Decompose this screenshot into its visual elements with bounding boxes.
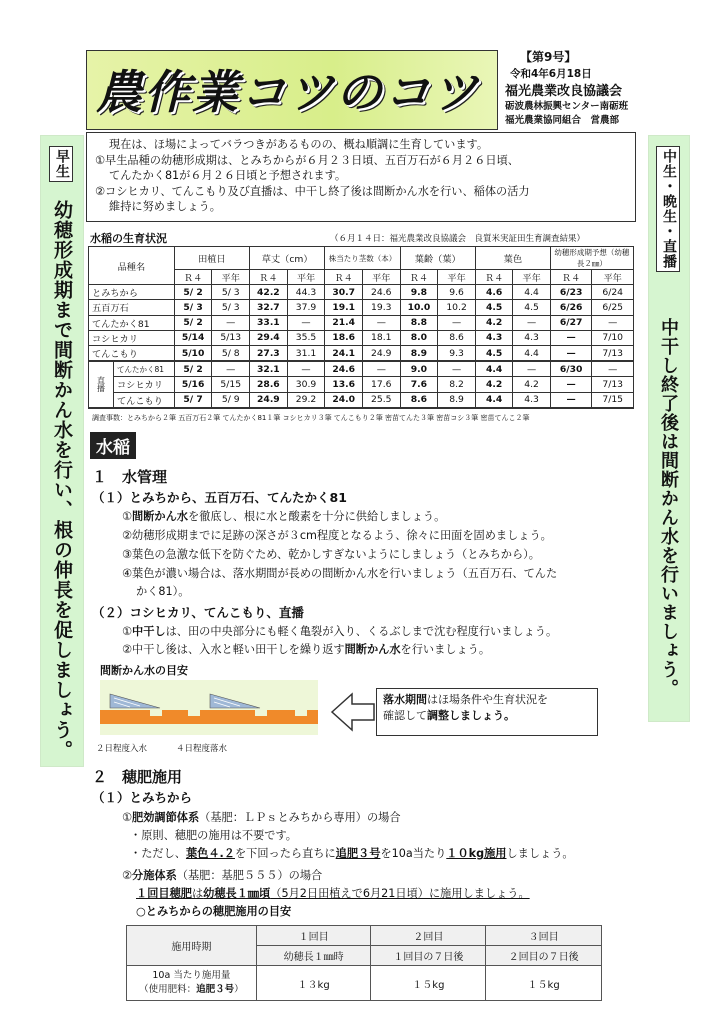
s2-k5-b: は — [191, 887, 204, 900]
callout-text-2: 確認して — [383, 709, 427, 722]
s1-item-2: ②幼穂形成期までに足跡の深さが３cm程度となるよう、徐々に田面を固めましょう。 — [122, 529, 552, 542]
table-row — [89, 345, 634, 361]
table-cell: 9.0 — [400, 361, 438, 377]
intro-line-5: 維持に努めましょう。 — [109, 200, 221, 213]
table-cell: 4.5 — [475, 345, 513, 361]
fert-amount-label — [127, 966, 257, 1001]
table-cell: 4.4 — [513, 285, 550, 300]
col-plant-date: 田植日 — [174, 247, 249, 270]
table-cell: 24.0 — [325, 392, 363, 408]
table-cell: — — [287, 361, 325, 377]
table-cell: 5/ 8 — [212, 345, 250, 361]
subhdr-avg: 平年 — [592, 270, 634, 285]
fert-col-time: 施用時期 — [127, 926, 257, 966]
fert-h2: ２回目 — [371, 926, 486, 946]
left-panel-text: 幼穂形成期まで間断かん水を行い、根の伸長を促しましょう。 — [51, 200, 73, 760]
table-cell: 4.3 — [513, 392, 550, 408]
intro-box — [86, 132, 636, 222]
table-cell: 8.2 — [438, 377, 476, 392]
table-cell: 13.6 — [325, 377, 363, 392]
table-cell: 10.0 — [400, 300, 438, 315]
right-panel-tag: 中生・晩生・直播 — [656, 146, 680, 272]
fert-h1: １回目 — [256, 926, 371, 946]
s1-j1-key: 中干し — [132, 625, 166, 638]
table-row — [89, 285, 634, 300]
org-sub1: 砺波農林振興センター南砺班 — [505, 101, 629, 112]
table-cell: 6/27 — [550, 315, 592, 330]
s2-k3-e: を10a当たり — [380, 847, 447, 860]
table-cell: 9.3 — [438, 345, 476, 361]
table-cell: 6/23 — [550, 285, 592, 300]
right-panel-text: 中干し終了後は間断かん水を行いましょう。 — [658, 318, 679, 698]
fert-a3: １５kg — [486, 966, 602, 1001]
table-row — [89, 392, 634, 408]
table-cell: 18.1 — [362, 330, 400, 345]
table-cell: — — [438, 361, 476, 377]
direct-seeding-label: 直播 — [89, 361, 114, 408]
irrigation-diagram-graphic — [100, 680, 318, 735]
table-cell: 29.2 — [287, 392, 325, 408]
s2-k1-text: （基肥：ＬＰｓとみちから専用）の場合 — [199, 811, 401, 824]
table-cell: 8.0 — [400, 330, 438, 345]
s2-k3-a: ・ただし、 — [130, 847, 186, 860]
fert-t1: 幼穂長１㎜時 — [256, 946, 371, 966]
table-cell: 5/ 9 — [212, 392, 250, 408]
table-cell: 8.6 — [438, 330, 476, 345]
fert-a1: １３kg — [256, 966, 371, 1001]
table-cell: 8.8 — [400, 315, 438, 330]
table-cell: 4.5 — [475, 300, 513, 315]
fert-amount-label-d: ） — [234, 984, 244, 995]
callout-key-1: 落水期間 — [383, 693, 427, 706]
table-cell: 4.2 — [513, 377, 550, 392]
s1-item-1-num: ① — [122, 510, 133, 523]
table-cell: — — [592, 361, 634, 377]
table-cell: 5/13 — [212, 330, 250, 345]
issue-number: 【第9号】 — [520, 50, 577, 64]
subhdr-avg: 平年 — [287, 270, 325, 285]
variety-name: とみちから — [89, 285, 175, 300]
table-cell: 8.9 — [438, 392, 476, 408]
table-cell: 5/16 — [174, 377, 212, 392]
table-cell: 4.3 — [513, 330, 550, 345]
section-tag-rice: 水稲 — [90, 432, 136, 459]
table-cell: 27.3 — [250, 345, 288, 361]
table-cell: 35.5 — [287, 330, 325, 345]
variety-name: てんこもり — [114, 392, 175, 408]
s1-item-1-text: を徹底し、根に水と酸素を十分に供給しましょう。 — [187, 510, 446, 523]
s1-item-1 — [122, 509, 445, 525]
s1-sub1: （１）とみちから、五百万石、てんたかく81 — [92, 490, 347, 505]
subhdr-r4: Ｒ４ — [250, 270, 288, 285]
table-cell: 6/24 — [592, 285, 634, 300]
table-cell: 7/15 — [592, 392, 634, 408]
table-cell: — — [212, 361, 250, 377]
col-leaf-age: 葉齢（葉） — [400, 247, 475, 270]
s2-sub1: （１）とみちから — [92, 790, 193, 805]
variety-name: 五百万石 — [89, 300, 175, 315]
left-panel-tag: 早生 — [49, 146, 73, 182]
table-cell: 33.1 — [250, 315, 288, 330]
table-cell: 4.2 — [475, 315, 513, 330]
table-cell: 6/26 — [550, 300, 592, 315]
fertilizer-table — [126, 925, 602, 1001]
table-cell: 24.9 — [250, 392, 288, 408]
diagram-label-1: ２日程度入水 — [96, 744, 148, 754]
growth-table-source: （６月１４日：福光農業改良協議会 良質米実証田生育調査結果） — [330, 234, 586, 244]
s1-item-j1 — [122, 624, 557, 640]
table-cell: — — [550, 345, 592, 361]
s2-k3-f: １０kg施用 — [446, 847, 507, 860]
table-cell: 31.1 — [287, 345, 325, 361]
irrigation-diagram — [100, 680, 318, 735]
s2-k1-num: ① — [122, 811, 133, 824]
diagram-label-2: ４日程度落水 — [176, 744, 228, 754]
table-cell: 5/ 3 — [212, 300, 250, 315]
s2-k3-d: 追肥３号 — [335, 847, 381, 860]
s2-k3-b: 葉色４.２ — [185, 847, 235, 860]
s2-k4-num: ② — [122, 869, 133, 882]
fert-amount-label-a: 10a 当たり施用量 — [152, 970, 231, 981]
intro-line-4: ②コシヒカリ、てんこもり及び直播は、中干し終了後は間断かん水を行い、稲体の活力 — [95, 184, 530, 198]
table-row — [89, 361, 634, 377]
table-cell: 30.9 — [287, 377, 325, 392]
table-cell: — — [438, 315, 476, 330]
table-cell: 24.6 — [362, 285, 400, 300]
s1-item-4: ④葉色が濃い場合は、落水期間が長めの間断かん水を行いましょう（五百万石、てんた — [122, 567, 558, 580]
variety-name: コシヒカリ — [89, 330, 175, 345]
table-cell: 42.2 — [250, 285, 288, 300]
table-cell: 19.1 — [325, 300, 363, 315]
table-cell: 7/13 — [592, 377, 634, 392]
table-cell: 5/ 3 — [174, 300, 212, 315]
table-cell: 17.6 — [362, 377, 400, 392]
s2-k5-c: 幼穂長１㎜頃 — [203, 887, 271, 900]
table-cell: 32.7 — [250, 300, 288, 315]
subhdr-r4: Ｒ４ — [475, 270, 513, 285]
intro-line-2: ①早生品種の幼穂形成期は、とみちからが６月２３日頃、五百万石が６月２６日頃、 — [95, 153, 519, 167]
table-cell: 44.3 — [287, 285, 325, 300]
table-cell: 24.9 — [362, 345, 400, 361]
subhdr-avg: 平年 — [438, 270, 476, 285]
s1-j2-end: を行いましょう。 — [400, 643, 491, 656]
s2-item-4 — [122, 868, 322, 884]
s2-title: ２ 穂肥施用 — [92, 768, 183, 786]
diagram-title: 間断かん水の目安 — [100, 664, 188, 677]
subhdr-avg: 平年 — [362, 270, 400, 285]
table-cell: 9.8 — [400, 285, 438, 300]
table-cell: 5/15 — [212, 377, 250, 392]
subhdr-r4: Ｒ４ — [550, 270, 592, 285]
table-cell: 24.6 — [325, 361, 363, 377]
s2-k4-text: （基肥：基肥５５５）の場合 — [176, 869, 323, 882]
subhdr-r4: Ｒ４ — [325, 270, 363, 285]
table-cell: 5/10 — [174, 345, 212, 361]
subhdr-r4: Ｒ４ — [400, 270, 438, 285]
intro-line-1: 現在は、ほ場によってバラつきがあるものの、概ね順調に生育しています。 — [109, 138, 489, 151]
table-cell: 5/14 — [174, 330, 212, 345]
growth-table — [88, 246, 634, 409]
table-row — [89, 300, 634, 315]
subhdr-avg: 平年 — [513, 270, 550, 285]
growth-table-title: 水稲の生育状況 — [90, 232, 167, 245]
table-cell: 5/ 7 — [174, 392, 212, 408]
table-cell: 6/25 — [592, 300, 634, 315]
table-cell: 5/ 2 — [174, 285, 212, 300]
col-leaf-color: 葉色 — [475, 247, 550, 270]
s2-k5-a: １回目穂肥 — [136, 887, 192, 900]
table-cell: 21.4 — [325, 315, 363, 330]
growth-footnote: 調査事数：とみちから２筆 五百万石２筆 てんたかく81１筆 コシヒカリ３筆 てんこもり２筆 密苗てんた３筆 密苗コシ３筆 密苗てんこ２筆 — [92, 414, 530, 422]
table-cell: 32.1 — [250, 361, 288, 377]
table-cell: 18.6 — [325, 330, 363, 345]
table-cell: 24.1 — [325, 345, 363, 361]
fert-h3: ３回目 — [486, 926, 602, 946]
fert-t2: １回目の７日後 — [371, 946, 486, 966]
variety-name: てんたかく81 — [114, 361, 175, 377]
s2-k1-key: 肥効調節体系 — [132, 811, 200, 824]
table-cell: 6/30 — [550, 361, 592, 377]
fert-amount-label-b: （使用肥料： — [139, 984, 197, 995]
table-cell: — — [550, 377, 592, 392]
table-cell: 8.9 — [400, 345, 438, 361]
table-cell: 28.6 — [250, 377, 288, 392]
fert-t3: ２回目の７日後 — [486, 946, 602, 966]
table-cell: 4.2 — [475, 377, 513, 392]
s1-j2-text: ②中干し後は、入水と軽い田干しを繰り返す — [122, 643, 345, 656]
table-cell: — — [550, 330, 592, 345]
table-cell: — — [550, 392, 592, 408]
s2-item-6: ○とみちからの穂肥施用の目安 — [136, 905, 292, 918]
table-cell: 9.6 — [438, 285, 476, 300]
table-row — [89, 377, 634, 392]
table-cell: — — [212, 315, 250, 330]
table-cell: — — [513, 315, 550, 330]
table-cell: 4.4 — [513, 345, 550, 361]
table-cell: 4.6 — [475, 285, 513, 300]
variety-name: てんたかく81 — [89, 315, 175, 330]
col-panicle: 幼穂形成期予想（幼穂長２㎜） — [550, 247, 633, 270]
variety-name: コシヒカリ — [114, 377, 175, 392]
subhdr-r4: Ｒ４ — [174, 270, 212, 285]
drainage-callout — [376, 688, 598, 736]
table-cell: 8.6 — [400, 392, 438, 408]
table-cell: 29.4 — [250, 330, 288, 345]
table-cell: 7.6 — [400, 377, 438, 392]
table-cell: — — [287, 315, 325, 330]
table-row — [89, 330, 634, 345]
table-cell: 5/ 2 — [174, 315, 212, 330]
fert-a2: １５kg — [371, 966, 486, 1001]
table-cell: — — [513, 361, 550, 377]
table-cell: 4.3 — [475, 330, 513, 345]
table-cell: 4.5 — [513, 300, 550, 315]
table-cell: — — [362, 361, 400, 377]
table-cell: 5/ 3 — [212, 285, 250, 300]
table-cell: 10.2 — [438, 300, 476, 315]
subhdr-avg: 平年 — [212, 270, 250, 285]
col-variety: 品種名 — [89, 247, 175, 285]
col-stems: 株当たり茎数（本） — [325, 247, 400, 270]
table-cell: 30.7 — [325, 285, 363, 300]
s1-item-1-key: 間断かん水 — [132, 510, 188, 523]
arrow-left-icon — [330, 690, 376, 734]
table-cell: 7/13 — [592, 345, 634, 361]
table-cell: 37.9 — [287, 300, 325, 315]
table-cell: 25.5 — [362, 392, 400, 408]
table-cell: 4.4 — [475, 361, 513, 377]
s2-item-1 — [122, 810, 401, 826]
s2-item-3 — [130, 846, 574, 862]
s1-title: １ 水管理 — [92, 468, 168, 486]
page-title: 農作業コツのコツ — [96, 65, 480, 119]
org-sub2: 福光農業協同組合 営農部 — [505, 115, 620, 126]
table-cell: — — [362, 315, 400, 330]
table-cell: — — [592, 315, 634, 330]
variety-name: てんこもり — [89, 345, 175, 361]
callout-key-2: 調整しましょう。 — [427, 709, 515, 722]
col-height: 草丈（cm） — [250, 247, 325, 270]
intro-line-3: てんたかく81が６月２６日頃と予想されます。 — [109, 169, 347, 182]
table-row — [89, 315, 634, 330]
s2-item-5 — [136, 886, 530, 902]
s1-j1-text: は、田の中央部分にも軽く亀裂が入り、くるぶしまで沈む程度行いましょう。 — [165, 625, 558, 638]
table-cell: 4.4 — [475, 392, 513, 408]
s2-item-2: ・原則、穂肥の施用は不要です。 — [130, 829, 297, 842]
s2-k5-d: （5月2日田植えで6月21日頃）に施用しましょう。 — [270, 887, 530, 900]
fert-amount-label-c: 追肥３号 — [196, 984, 235, 995]
s1-item-3: ③葉色の急激な低下を防ぐため、乾かしすぎないようにしましょう（とみちから）。 — [122, 548, 540, 561]
s1-j1-num: ① — [122, 625, 133, 638]
org-name: 福光農業改良協議会 — [505, 84, 623, 99]
callout-text-1: はほ場条件や生育状況を — [427, 693, 548, 706]
issue-date: 令和4年6月18日 — [510, 68, 592, 80]
s2-k3-c: を下回ったら直ちに — [234, 847, 336, 860]
table-cell: 19.3 — [362, 300, 400, 315]
s2-k3-g: しましょう。 — [506, 847, 574, 860]
s2-k4-key: 分施体系 — [132, 869, 177, 882]
s1-item-j2 — [122, 642, 490, 658]
s1-j2-key: 間断かん水 — [344, 643, 401, 656]
table-cell: 7/10 — [592, 330, 634, 345]
table-cell: 5/ 2 — [174, 361, 212, 377]
s1-item-4b: かく81）。 — [136, 585, 190, 598]
s1-sub2: （２）コシヒカリ、てんこもり、直播 — [92, 605, 304, 620]
